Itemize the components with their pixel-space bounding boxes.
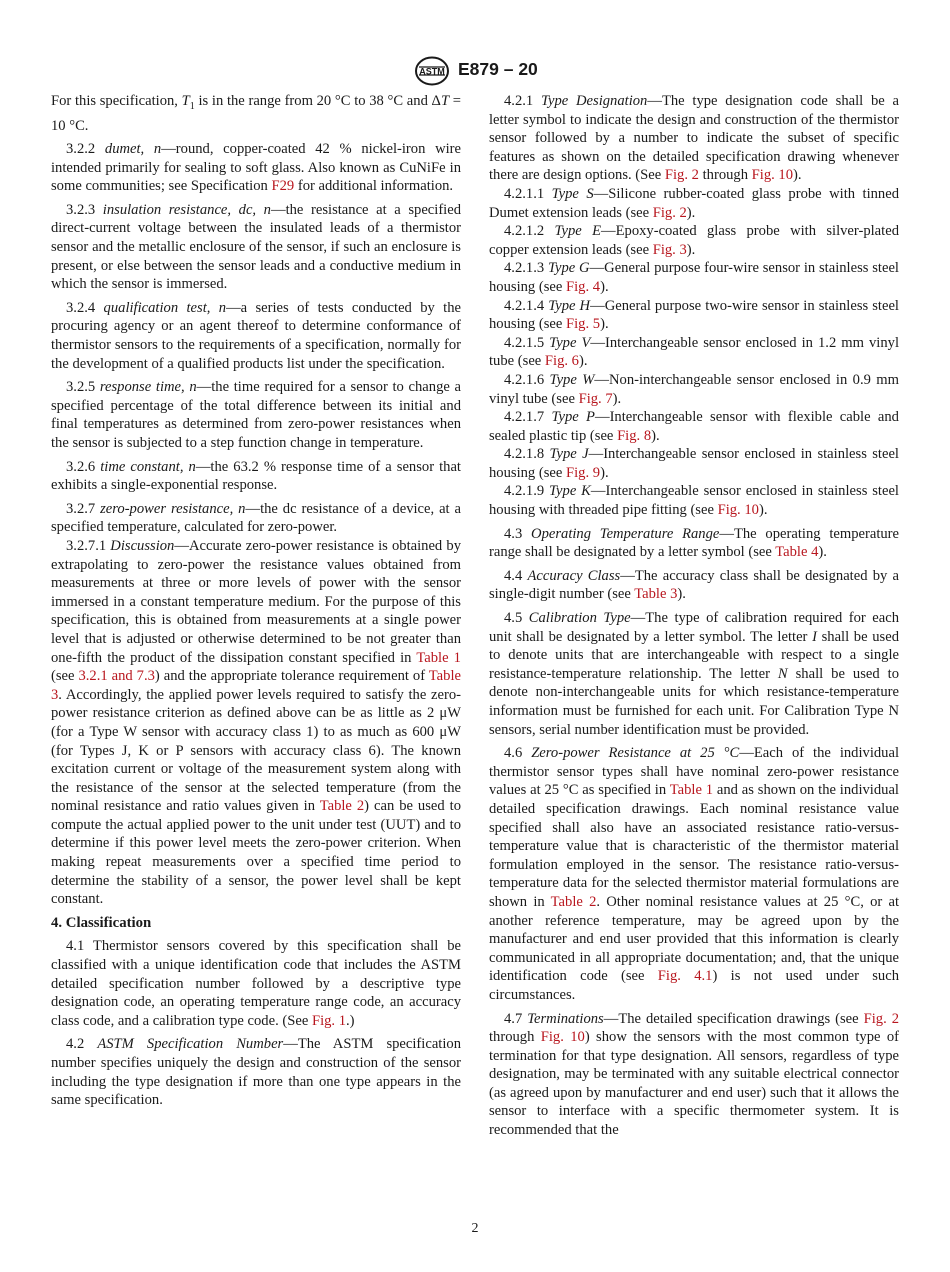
ref-fig-9-link[interactable]: Fig. 9	[566, 464, 601, 481]
right-column	[489, 92, 899, 1145]
paragraph-4-2-1-4: 4.2.1.4 Type H—General purpose two-wire sensor in stainless steel housing (see Fig. 5).	[489, 297, 899, 333]
ref-section-link[interactable]: 3.2.1 and 7.3	[78, 668, 155, 685]
ref-fig-2-link[interactable]: Fig. 2	[863, 1010, 899, 1027]
paragraph-4-2-1-3: 4.2.1.3 Type G—General purpose four-wire sensor in stainless steel housing (see Fig. 4).	[489, 260, 899, 295]
paragraph-4-2-1-9: 4.2.1.9 Type K—Interchangeable sensor enclosed in stainless steel housing with threaded pipe fitting (see Fig. 10).	[489, 483, 899, 519]
astm-logo-text: ASTM	[419, 66, 445, 77]
paragraph-4-2-1-1: 4.2.1.1 Type S—Silicone rubber-coated glass probe with tinned Dumet extension leads (see Fig. 2).	[489, 185, 900, 221]
ref-fig-4-link[interactable]: Fig. 4	[566, 278, 601, 295]
paragraph-4-2-1-5: 4.2.1.5 Type V—Interchangeable sensor enclosed in 1.2 mm vinyl tube (see Fig. 6).	[489, 334, 899, 370]
ref-fig-2-link[interactable]: Fig. 2	[664, 167, 699, 184]
paragraph-4-2-1-2: 4.2.1.2 Type E—Epoxy-coated glass probe with silver-plated copper extension leads (see Fig. 3).	[489, 223, 899, 258]
page-number: 2	[471, 1221, 479, 1236]
paragraph-3-2-4: 3.2.4 qualification test, n—a series of tests conducted by the procuring agency or an agent thereof to determine conformance of thermistor sensors to the requirements of a specification, normally for the development of a qualified products list under the specification.	[51, 299, 461, 372]
paragraph-4-7: 4.7 Terminations—The detailed specification drawings (see Fig. 2 through Fig. 10) show the sensors with the most common type of termination for that type designation. All sensors, regardless of type designation, may be terminated with any suitable electrical connector (as agreed upon by manufacturer and end user) such that it allows the sensor to interface with a specific thermometer system. It is recommended that the	[489, 1010, 900, 1139]
ref-fig-10-link[interactable]: Fig. 10	[540, 1029, 585, 1046]
ref-fig-8-link[interactable]: Fig. 8	[617, 427, 652, 444]
paragraph-4-2-1-7: 4.2.1.7 Type P—Interchangeable sensor with flexible cable and sealed plastic tip (see Fig. 8).	[489, 409, 899, 444]
paragraph-3-2-7: 3.2.7 zero-power resistance, n—the dc resistance of a device, at a specified temperature, calculated for zero-power.	[51, 500, 461, 536]
ref-fig-4-1-link[interactable]: Fig. 4.1	[657, 968, 713, 985]
ref-fig-5-link[interactable]: Fig. 5	[566, 316, 601, 333]
paragraph-3-2-2: 3.2.2 dumet, n—round, copper-coated 42 % nickel-iron wire intended primarily for sealing to soft glass. Also known as CuNiFe in some communities; see Specification F29 for additional information.	[51, 141, 462, 195]
paragraph-4-2: 4.2 ASTM Specification Number—The ASTM specification number specifies uniquely the design and construction of the sensor including the type designation if more than one type appears in the same specification.	[51, 1036, 461, 1109]
ref-fig-7-link[interactable]: Fig. 7	[578, 390, 613, 407]
ref-fig-1-link[interactable]: Fig. 1	[311, 1012, 347, 1029]
ref-table-3-link[interactable]: Table 3	[634, 586, 678, 603]
left-column	[51, 92, 461, 1115]
ref-f29-link[interactable]: F29	[271, 178, 295, 195]
ref-fig-3-link[interactable]: Fig. 3	[652, 241, 687, 258]
paragraph-4-1: 4.1 Thermistor sensors covered by this specification shall be classified with a unique identification code that includes the ASTM detailed specification number followed by a descriptive type designation code, an operating temperature range code, an accuracy class code, and a calibration type code. (See Fig. 1.)	[51, 938, 461, 1029]
paragraph-3-2-5: 3.2.5 response time, n—the time required for a sensor to change a specified percentage of the total difference between its initial and final temperatures as determined from zero-power resistances when the sensor is subjected to a step function change in temperature.	[51, 379, 461, 451]
ref-table-2-link[interactable]: Table 2	[550, 893, 597, 910]
paragraph-3-2-1-continued: For this specification, $T_1$ is in the range from 20 °C to 38 °C and ΔT = 10 °C.	[51, 93, 462, 134]
ref-fig-2-link[interactable]: Fig. 2	[652, 204, 687, 221]
ref-fig-10-link[interactable]: Fig. 10	[751, 167, 794, 184]
ref-table-1-link[interactable]: Table 1	[416, 649, 461, 666]
paragraph-4-3: 4.3 Operating Temperature Range—The operating temperature range shall be designated by a letter symbol (see Table 4).	[489, 525, 900, 561]
paragraph-4-6: 4.6 Zero-power Resistance at 25 °C—Each of the individual thermistor sensor types shall have nominal zero-power resistance values at 25 °C as specified in Table 1 and as shown on the individual detailed specification drawings. Each nominal resistance value specified shall also have an associated resistance ratio-versus-temperature value that is characteristic of the thermistor material formulation employed in the sensor. The resistance ratio-versus-temperature data for the selected thermistor material formulations are shown in Table 2. Other nominal resistance values at 25 °C, or at another reference temperature, may be agreed upon by the manufacturer and end user provided that this information is clearly communicated in all appropriate documentation; and, that the unique identification code (see Fig. 4.1) is not used under such circumstances.	[489, 745, 899, 1003]
ref-table-4-link[interactable]: Table 4	[775, 544, 819, 561]
section-heading: 4. Classification	[51, 914, 152, 931]
paragraph-3-2-6: 3.2.6 time constant, n—the 63.2 % response time of a sensor that exhibits a single-exponential response.	[51, 458, 461, 494]
paragraph-4-2-1: 4.2.1 Type Designation—The type designation code shall be a letter symbol to indicate the design and construction of the thermistor sensor followed by a number to indicate the subset of specific features as shown on the detailed specification drawing whenever there are design options. (See Fig. 2 through Fig. 10).	[489, 93, 899, 184]
ref-table-2-link[interactable]: Table 2	[319, 798, 365, 815]
astm-logo-icon	[414, 56, 450, 86]
ref-fig-10-link[interactable]: Fig. 10	[717, 502, 759, 519]
paragraph-4-2-1-8: 4.2.1.8 Type J—Interchangeable sensor enclosed in stainless steel housing (see Fig. 9).	[489, 446, 899, 481]
document-designation: E879 – 20	[458, 59, 538, 79]
paragraph-4-4: 4.4 Accuracy Class—The accuracy class shall be designated by a single-digit number (see Table 3).	[489, 567, 899, 603]
paragraph-3-2-3: 3.2.3 insulation resistance, dc, n—the resistance at a specified direct-current voltage between the insulated leads of a thermistor sensor and the metallic enclosure of the sensor, if such an enclosure is present, or else between the sensor leads and a conductive medium in which the sensor is immersed.	[51, 201, 462, 293]
paragraph-4-2-1-6: 4.2.1.6 Type W—Non-interchangeable sensor enclosed in 0.9 mm vinyl tube (see Fig. 7).	[489, 371, 899, 407]
ref-table-3-link[interactable]: Table 3	[51, 668, 461, 703]
paragraph-3-2-7-1: 3.2.7.1 Discussion—Accurate zero-power resistance is obtained by extrapolating to zero-power the resistance values obtained from measurements at three or more levels of power with the sensor immersed in a constant temperature medium. For the purpose of this specification, this is obtained from measurements at a single power level that is adjusted or otherwise determined to be not greater than one-fifth the product of the dissipation constant specified in Table 1 (see 3.2.1 and 7.3) and the appropriate tolerance requirement of Table 3. Accordingly, the applied power levels required to satisfy the zero-power resistance criterion as defined above can be as little as 2 μW (for a Type W sensor with accuracy class 1) to as much as 600 μW (for Types J, K or P sensors with accuracy class 6). The known excitation current or voltage of the measurement system along with the resistance of the sensor at the selected temperature (from the nominal resistance and ratio values given in Table 2) can be used to compute the actual applied power to the unit under test (UUT) and to determine if this power level meets the zero-power criterion. When making repeat measurements over a specified time period to determine the stability of a sensor, the power level shall be kept constant.	[51, 537, 461, 908]
ref-table-1-link[interactable]: Table 1	[669, 782, 714, 799]
paragraph-4-5: 4.5 Calibration Type—The type of calibration required for each unit shall be designated by a letter symbol. The letter I shall be used to denote units that are interchangeable with respect to a single resistance-temperature relationship. The letter N shall be used to denote non-interchangeable units for which resistance-temperature information must be furnished for each unit. For Calibration Type N sensors, serial number identification must be provided.	[489, 610, 899, 738]
ref-fig-6-link[interactable]: Fig. 6	[544, 353, 579, 370]
page-header	[0, 56, 950, 86]
